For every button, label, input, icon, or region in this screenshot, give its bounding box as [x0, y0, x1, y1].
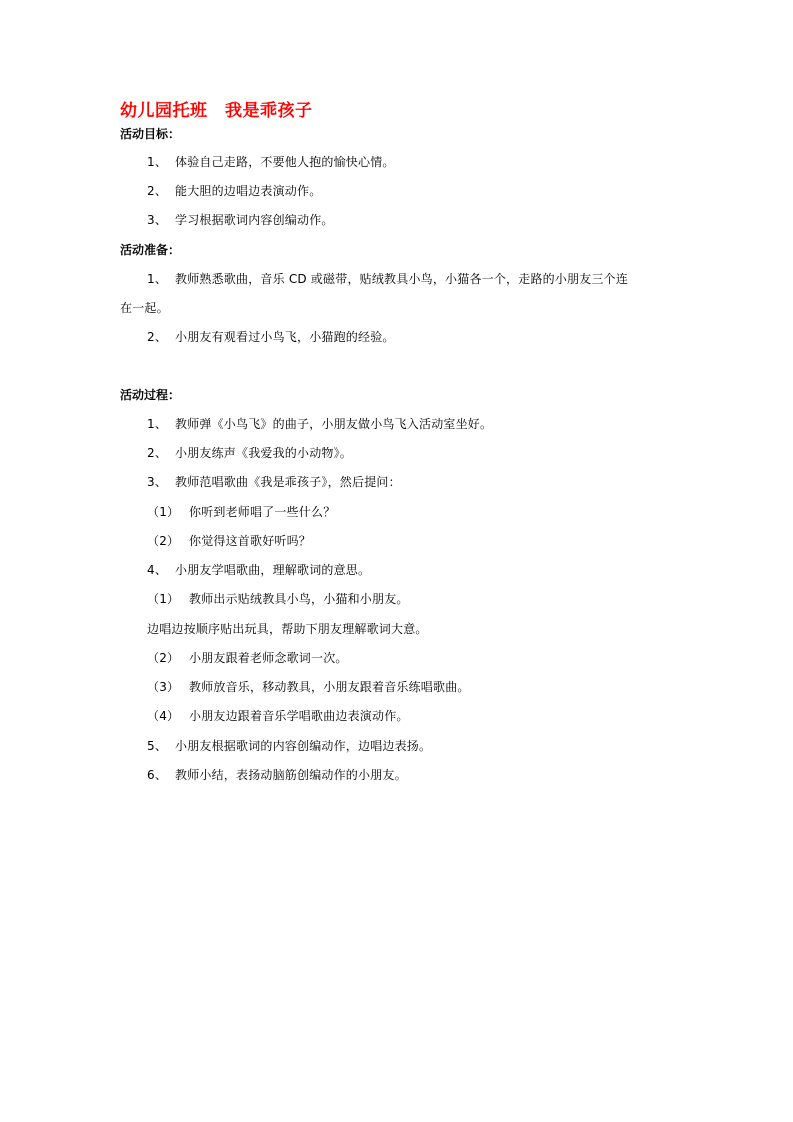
process-text: 教师小结，表扬动脑筋创编动作的小朋友。: [175, 768, 407, 782]
process-heading: 活动过程：: [120, 388, 181, 402]
process-subitem: [147, 532, 311, 549]
goal-number: 3、: [147, 213, 168, 227]
process-subitem: [147, 678, 470, 695]
process-text: 教师出示贴绒教具小鸟，小猫和小朋友。: [189, 592, 409, 606]
process-item: [147, 415, 492, 432]
goal-text: 体验自己走路，不要他人抱的愉快心情。: [175, 155, 395, 169]
process-text: 小朋友跟着老师念歌词一次。: [189, 651, 348, 665]
document-title: 幼儿园托班 我是乖孩子: [120, 101, 313, 121]
process-text: 小朋友边跟着音乐学唱歌曲边表演动作。: [189, 709, 409, 723]
process-text: 你听到老师唱了一些什么？: [189, 505, 336, 519]
process-subitem: [147, 503, 335, 520]
process-number: （1）: [147, 592, 180, 606]
process-number: （3）: [147, 680, 180, 694]
preparation-number: 2、: [147, 330, 168, 344]
process-number: （4）: [147, 709, 180, 723]
process-number: 5、: [147, 739, 168, 753]
goal-number: 2、: [147, 184, 168, 198]
process-number: 3、: [147, 475, 168, 489]
process-text-line: 边唱边按顺序贴出玩具，帮助下朋友理解歌词大意。: [147, 622, 428, 636]
process-item: [147, 473, 401, 490]
preparation-continuation: 在一起。: [120, 301, 169, 315]
process-number: （2）: [147, 651, 180, 665]
preparation-item: [147, 270, 628, 287]
process-text: 小朋友练声《我爱我的小动物》。: [175, 446, 353, 460]
goals-heading: 活动目标：: [120, 127, 181, 141]
process-item: [147, 444, 352, 461]
process-text: 教师范唱歌曲《我是乖孩子》，然后提问：: [175, 475, 401, 489]
process-number: 6、: [147, 768, 168, 782]
goal-number: 1、: [147, 155, 168, 169]
process-number: 1、: [147, 417, 168, 431]
preparation-text: 教师熟悉歌曲，音乐 CD 或磁带，贴绒教具小鸟，小猫各一个，走路的小朋友三个连: [175, 272, 629, 286]
process-subitem: [147, 707, 409, 724]
process-text: 教师放音乐，移动教具，小朋友跟着音乐练唱歌曲。: [189, 680, 470, 694]
process-text: 小朋友根据歌词的内容创编动作，边唱边表扬。: [175, 739, 432, 753]
goal-item: [147, 211, 334, 228]
goal-text: 学习根据歌词内容创编动作。: [175, 213, 334, 227]
process-item: [147, 737, 431, 754]
process-item: [147, 561, 370, 578]
process-number: （2）: [147, 534, 180, 548]
preparation-text: 小朋友有观看过小鸟飞，小猫跑的经验。: [175, 330, 395, 344]
process-number: 4、: [147, 563, 168, 577]
process-subitem: [147, 590, 409, 607]
process-item: [147, 766, 407, 783]
process-number: （1）: [147, 505, 180, 519]
preparation-item: [147, 328, 395, 345]
preparation-heading: 活动准备：: [120, 243, 181, 257]
process-text: 你觉得这首歌好听吗？: [189, 534, 312, 548]
goal-text: 能大胆的边唱边表演动作。: [175, 184, 322, 198]
preparation-number: 1、: [147, 272, 168, 286]
process-text: 教师弹《小鸟飞》的曲子，小朋友做小鸟飞入活动室坐好。: [175, 417, 493, 431]
process-subitem: [147, 649, 348, 666]
process-text: 小朋友学唱歌曲，理解歌词的意思。: [175, 563, 371, 577]
process-number: 2、: [147, 446, 168, 460]
goal-item: [147, 153, 395, 170]
goal-item: [147, 182, 321, 199]
